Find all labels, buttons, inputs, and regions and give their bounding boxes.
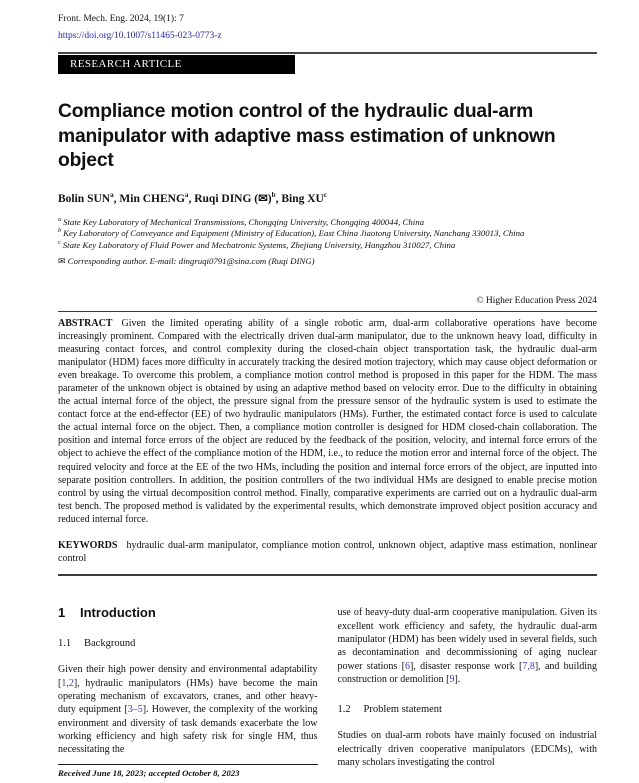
affiliation-text: State Key Laboratory of Fluid Power and Mechatronic Systems, Zhejiang University, Hangzhou 310027, China [62,239,456,250]
keywords-text: hydraulic dual-arm manipulator, compliance motion control, unknown object, adaptive mass estimation, nonlinear control [58,540,597,565]
copyright-notice: © Higher Education Press 2024 [476,295,597,306]
text-segment: Bolin SUN [58,192,111,205]
affiliation-superscript: b [58,228,62,235]
subsection-number: 1.2 [337,704,351,716]
abstract-label: ABSTRACT [58,317,113,329]
citation-link[interactable]: 1,2 [61,677,74,689]
envelope-icon: ✉ [258,192,268,205]
text-segment: ]. However, the complexity of the working environment and diversity of task demands exacerbate the low working efficiency and high safety risk for single HM, thus necessitating the [58,704,318,756]
section-heading-introduction [58,605,318,620]
text-segment: b [271,190,276,199]
affiliation-superscript: c [58,239,61,246]
article-type-badge: RESEARCH ARTICLE [58,55,295,74]
right-column [338,605,598,778]
text-segment: ], disaster response work [ [409,660,523,672]
keywords-label: KEYWORDS [58,540,118,551]
problem-statement-paragraph: Studies on dual-arm robots have mainly focused on industrial electrically driven cooperative manipulators (EDCMs), with many scholars investigating the control [337,730,597,768]
text-segment: a [110,190,114,199]
affiliation-list [58,217,597,252]
left-column [58,605,318,778]
keywords-paragraph [58,539,597,565]
text-segment: , Bing XU [275,192,324,205]
continuation-paragraph [338,606,598,686]
subsection-title: Problem statement [363,704,442,716]
text-segment: , Min CHENG [113,192,185,205]
citation-link[interactable]: 7,8 [522,660,535,672]
corresponding-author-line [58,256,597,268]
affiliation-superscript: a [58,216,62,223]
header-rule [58,52,597,74]
background-paragraph [58,663,318,756]
abstract-paragraph [58,317,597,527]
subsection-heading-problem-statement [338,703,598,716]
received-dates-footnote: Received June 18, 2023; accepted October 8, 2023 [58,764,318,779]
text-segment: a [184,190,189,199]
text-segment: ], hydraulic manipulators (HMs) have become the main operating mechanism of excavators, cranes, and other heavy-duty equipment [ [58,677,318,716]
abstract-text: Given the limited operating ability of a single robotic arm, dual-arm collaborative operations have become increasingly prominent. Compared with the electrically driven dual-arm manipulator, due to the unknown heavy load, difficulty in measuring contact forces, and control complexity during the closed-chain object transportation task, the hydraulic dual-arm manipulator (HDM) faces more difficulty in accurately tracking the desired motion trajectory, which may cause object deformation or even breakage. To overcome this problem, a compliance motion control method is proposed in this paper for the HDM. The mass parameter of the unknown object is obtained by using an adaptive method based on velocity error. Due to the difficulty in obtaining the actual internal force of the object, the pressure signal from the pressure sensor of the hydraulic system is used to estimate the contact force at the end-effector (EE) of two hydraulic manipulators (HMs). Further, the estimated contact force is used to calculate the actual internal force on the object. Then, a compliance motion controller is designed for HDM closed-chain collaboration. The position and internal force errors of the object are reduced by the feedback of the position, velocity, and internal force errors of the object to achieve the effect of the compliance motion of the HDM, i.e., to reduce the motion error and internal force of the object. The required velocity and force at the EE of the two HMs, including the position and internal force errors of the object, are inputted into separate position controllers. In addition, the position controllers of the two individual HMs are designed to enable precise motion control by using the virtual decomposition control method. Finally, comparative experiments are carried out on a hydraulic dual-arm test bench. The proposed method is validated by the experimental results, which demonstrate improved object position accuracy and reduced internal force. [58,317,597,525]
affiliation-text: Key Laboratory of Conveyance and Equipment (Ministry of Education), East China Jiaotong University, Nanchang 330013, China [63,228,525,238]
text-segment: Given their high power density and environmental adaptability [ [58,664,318,689]
section-number: 1 [58,605,66,621]
citation-link[interactable]: 6 [404,660,410,672]
text-segment: ], and building construction or demolition [ [337,660,597,685]
doi-link[interactable]: https://doi.org/10.1007/s11465-023-0773-z [58,31,222,41]
section-title: Introduction [80,605,156,621]
citation-link[interactable]: 3–5 [127,704,143,716]
affiliation-item [58,217,597,229]
authors-line [58,192,597,206]
text-segment: ]. [454,673,461,685]
text-segment: ) [267,192,272,205]
subsection-heading-background [58,637,318,650]
affiliation-text: State Key Laboratory of Mechanical Transmissions, Chongqing University, Chongqing 400044, China [63,216,424,227]
abstract-section [58,311,597,527]
text-segment: use of heavy-duty dual-arm cooperative manipulation. Given its excellent work efficiency and safety, the hydraulic dual-arm manipulator (HDM) has been widely used in several fields, such as decontamination and decommissioning of aging nuclear power stations [ [337,607,597,672]
page-title: Compliance motion control of the hydraulic dual-arm manipulator with adaptive mass estimation of unknown object [58,101,556,171]
journal-citation: Front. Mech. Eng. 2024, 19(1): 7 [58,14,184,24]
subsection-number: 1.1 [58,638,72,650]
citation-link[interactable]: 9 [449,673,455,685]
subsection-title: Background [84,638,136,650]
envelope-icon: ✉ [58,256,66,266]
corresponding-author-text: Corresponding author. E-mail: dingruqi0791@sina.com (Ruqi DING) [67,256,315,266]
text-segment: , Ruqi DING ( [188,192,259,205]
keywords-section [58,539,597,576]
content-columns [58,605,597,778]
affiliation-item [58,228,597,240]
affiliation-item [58,240,597,252]
text-segment: c [323,190,327,199]
